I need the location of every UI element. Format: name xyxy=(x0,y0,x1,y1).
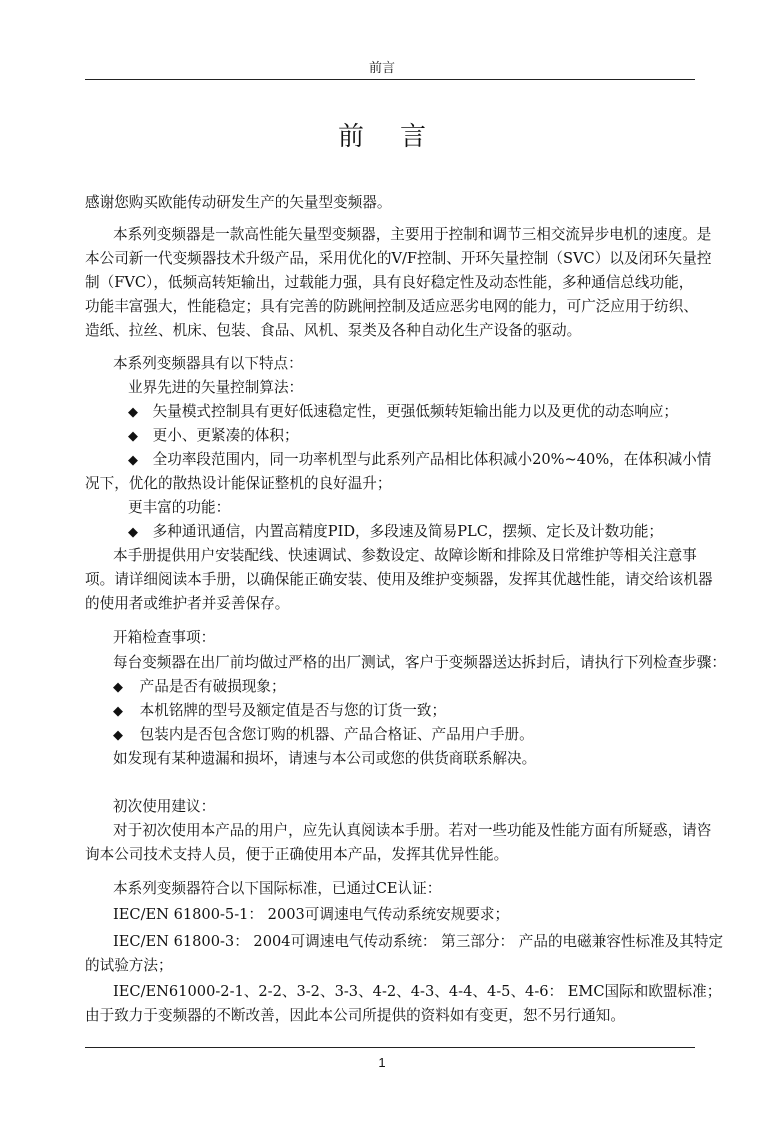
standard-item-continuation: 的试验方法； xyxy=(85,957,173,974)
list-item xyxy=(128,450,711,471)
diamond-bullet-icon: ◆ xyxy=(113,704,123,719)
features-subheading: 业界先进的矢量控制算法： xyxy=(128,379,304,396)
intro-desc-line: 造纸、拉丝、机床、包装、食品、风机、泵类及各种自动化生产设备的驱动。 xyxy=(85,322,582,339)
manual-line: 本手册提供用户安装配线、快速调试、参数设定、故障诊断和排除及日常维护等相关注意事 xyxy=(113,547,697,564)
list-item-text: 更小、更紧凑的体积； xyxy=(152,427,299,444)
page-title-char-2: 言 xyxy=(400,122,427,152)
running-header: 前言 xyxy=(368,61,395,76)
page-number: 1 xyxy=(378,1055,386,1070)
list-item xyxy=(113,677,286,698)
list-item-continuation: 况下，优化的散热设计能保证整机的良好温升； xyxy=(85,475,392,492)
list-item xyxy=(128,426,299,447)
intro-desc-line: 本公司新一代变频器技术升级产品，采用优化的V/F控制、开环矢量控制（SVC）以及闭环矢量控 xyxy=(85,250,712,267)
unboxing-note: 如发现有某种遗漏和损坏，请速与本公司或您的供货商联系解决。 xyxy=(113,750,537,767)
manual-line: 项。请详细阅读本手册，以确保能正确安装、使用及维护变频器，发挥其优越性能，请交给该机器 xyxy=(85,571,713,588)
first-use-heading: 初次使用建议： xyxy=(113,798,216,815)
diamond-bullet-icon: ◆ xyxy=(113,680,123,695)
header-rule xyxy=(85,79,695,80)
first-use-line: 对于初次使用本产品的用户，应先认真阅读本手册。若对一些功能及性能方面有所疑惑，请咨 xyxy=(113,822,712,839)
intro-desc-line: 功能丰富强大，性能稳定；具有完善的防跳闸控制及适应恶劣电网的能力，可广泛应用于纺织、 xyxy=(85,298,698,315)
intro-desc-line: 本系列变频器是一款高性能矢量型变频器，主要用于控制和调节三相交流异步电机的速度。是 xyxy=(113,226,712,243)
diamond-bullet-icon: ◆ xyxy=(128,453,138,468)
diamond-bullet-icon: ◆ xyxy=(128,405,138,420)
list-item xyxy=(113,701,446,722)
intro-desc-line: 制（FVC），低频高转矩输出，过载能力强，具有良好稳定性及动态性能，多种通信总线功能， xyxy=(85,274,694,291)
features-subheading: 更丰富的功能： xyxy=(128,499,231,516)
disclaimer: 由于致力于变频器的不断改善，因此本公司所提供的资料如有变更，恕不另行通知。 xyxy=(85,1007,625,1024)
standards-heading: 本系列变频器符合以下国际标准，已通过CE认证： xyxy=(113,880,442,897)
page-title-char-1: 前 xyxy=(337,122,364,152)
manual-line: 的使用者或维护者并妥善保存。 xyxy=(85,595,290,612)
page-title xyxy=(0,120,764,154)
list-item-text: 多种通讯通信，内置高精度PID，多段速及简易PLC，摆频、定长及计数功能； xyxy=(152,523,664,540)
diamond-bullet-icon: ◆ xyxy=(128,429,138,444)
list-item-text: 全功率段范围内，同一功率机型与此系列产品相比体积减小20%~40%，在体积减小情 xyxy=(152,451,712,468)
list-item xyxy=(128,402,678,423)
diamond-bullet-icon: ◆ xyxy=(113,728,123,743)
intro-thanks: 感谢您购买欧能传动研发生产的矢量型变频器。 xyxy=(85,194,392,211)
list-item-text: 产品是否有破损现象； xyxy=(139,678,286,695)
first-use-line: 询本公司技术支持人员，便于正确使用本产品，发挥其优异性能。 xyxy=(85,846,509,863)
list-item xyxy=(113,725,534,746)
footer-rule xyxy=(85,1047,695,1048)
list-item-text: 矢量模式控制具有更好低速稳定性，更强低频转矩输出能力以及更优的动态响应； xyxy=(152,403,679,420)
unboxing-intro: 每台变频器在出厂前均做过严格的出厂测试，客户于变频器送达拆封后，请执行下列检查步骤： xyxy=(113,654,726,671)
list-item xyxy=(128,522,663,543)
list-item-text: 本机铭牌的型号及额定值是否与您的订货一致； xyxy=(139,702,447,719)
list-item-text: 包装内是否包含您订购的机器、产品合格证、产品用户手册。 xyxy=(139,726,534,743)
features-heading: 本系列变频器具有以下特点： xyxy=(113,355,303,372)
unboxing-heading: 开箱检查事项： xyxy=(113,629,216,646)
standard-item: IEC/EN 61800-5-1： 2003可调速电气传动系统安规要求； xyxy=(113,906,510,923)
standard-item: IEC/EN 61800-3： 2004可调速电气传动系统： 第三部分： 产品的电磁兼容性标准及其特定 xyxy=(113,933,724,950)
standard-item: IEC/EN61000-2-1、2-2、3-2、3-3、4-2、4-3、4-4、4-5、4-6： EMC国际和欧盟标准； xyxy=(113,983,722,1000)
diamond-bullet-icon: ◆ xyxy=(128,525,138,540)
